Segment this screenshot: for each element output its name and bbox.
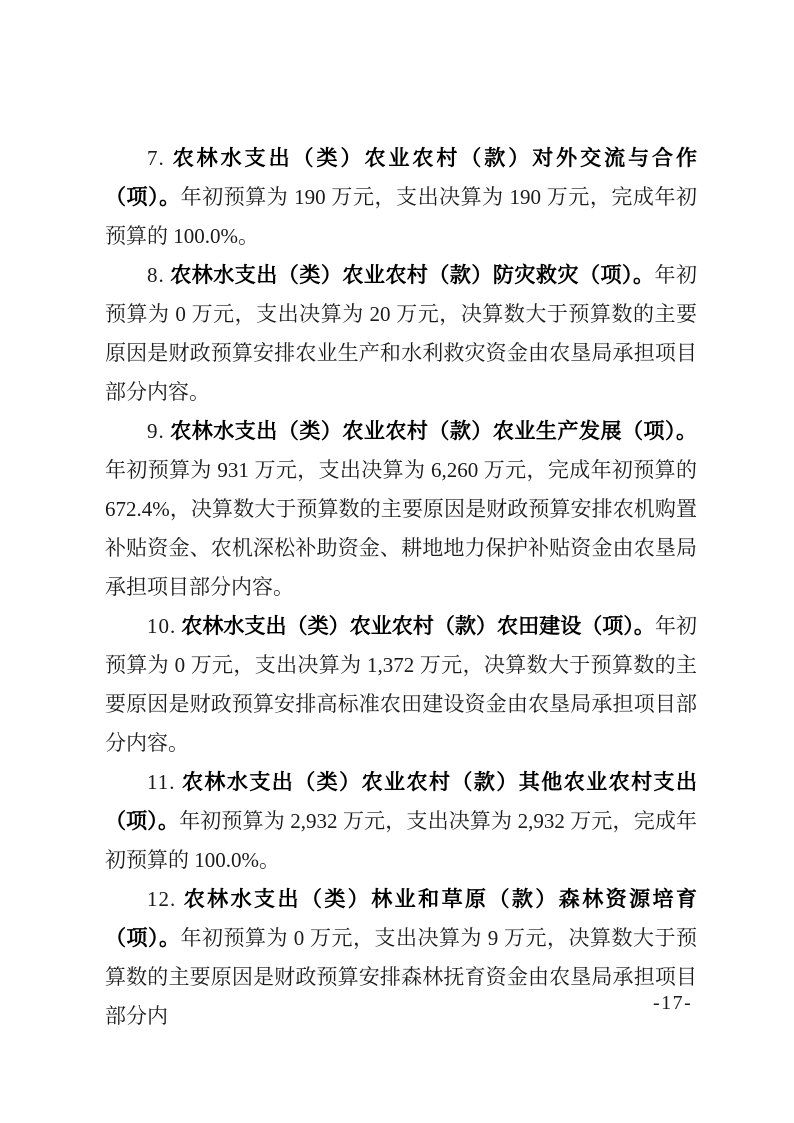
item-heading: 农林水支出（类）林业和草原（款）森林资源培育（项）。 <box>105 887 697 950</box>
item-body: 年初预算为 931 万元，支出决算为 6,260 万元，完成年初预算的 672.4%，决算数大于预算数的主要原因是财政预算安排农机购置补贴资金、农机深松补助资金、耕地地力保护补贴资金由农垦局承担项目部分内容。 <box>105 458 697 599</box>
item-number: 10. <box>147 614 177 638</box>
item-body: 年初预算为 2,932 万元，支出决算为 2,932 万元，完成年初预算的 100.0%。 <box>105 809 698 872</box>
budget-item-paragraph-7 <box>105 139 697 256</box>
item-number: 7. <box>147 146 165 170</box>
item-number: 11. <box>147 770 176 794</box>
budget-item-paragraph-9 <box>105 412 697 607</box>
document-body <box>105 139 697 1036</box>
item-heading: 农林水支出（类）农业农村（款）对外交流与合作（项）。 <box>105 146 697 209</box>
item-heading: 农林水支出（类）农业农村（款）农业生产发展（项）。 <box>169 419 697 443</box>
item-heading: 农林水支出（类）农业农村（款）其他农业农村支出（项）。 <box>105 770 697 833</box>
item-heading: 农林水支出（类）农业农村（款）农田建设（项）。 <box>181 614 655 638</box>
item-heading: 农林水支出（类）农业农村（款）防灾救灾（项）。 <box>169 263 655 287</box>
item-number: 8. <box>147 263 165 287</box>
item-body: 年初预算为 190 万元，支出决算为 190 万元，完成年初预算的 100.0%。 <box>105 185 698 248</box>
item-body: 年初预算为 0 万元，支出决算为 9 万元，决算数大于预算数的主要原因是财政预算安排森林抚育资金由农垦局承担项目部分内 <box>105 926 697 1028</box>
item-number: 12. <box>147 887 177 911</box>
budget-item-paragraph-10 <box>105 607 697 763</box>
budget-item-paragraph-8 <box>105 256 697 412</box>
item-body: 年初预算为 0 万元，支出决算为 20 万元，决算数大于预算数的主要原因是财政预算安排农业生产和水利救灾资金由农垦局承担项目部分内容。 <box>105 263 698 404</box>
item-number: 9. <box>147 419 165 443</box>
budget-item-paragraph-12 <box>105 880 697 1036</box>
page-number: -17- <box>653 992 693 1014</box>
item-body: 年初预算为 0 万元，支出决算为 1,372 万元，决算数大于预算数的主要原因是财政预算安排高标准农田建设资金由农垦局承担项目部分内容。 <box>105 614 698 755</box>
budget-item-paragraph-11 <box>105 763 697 880</box>
